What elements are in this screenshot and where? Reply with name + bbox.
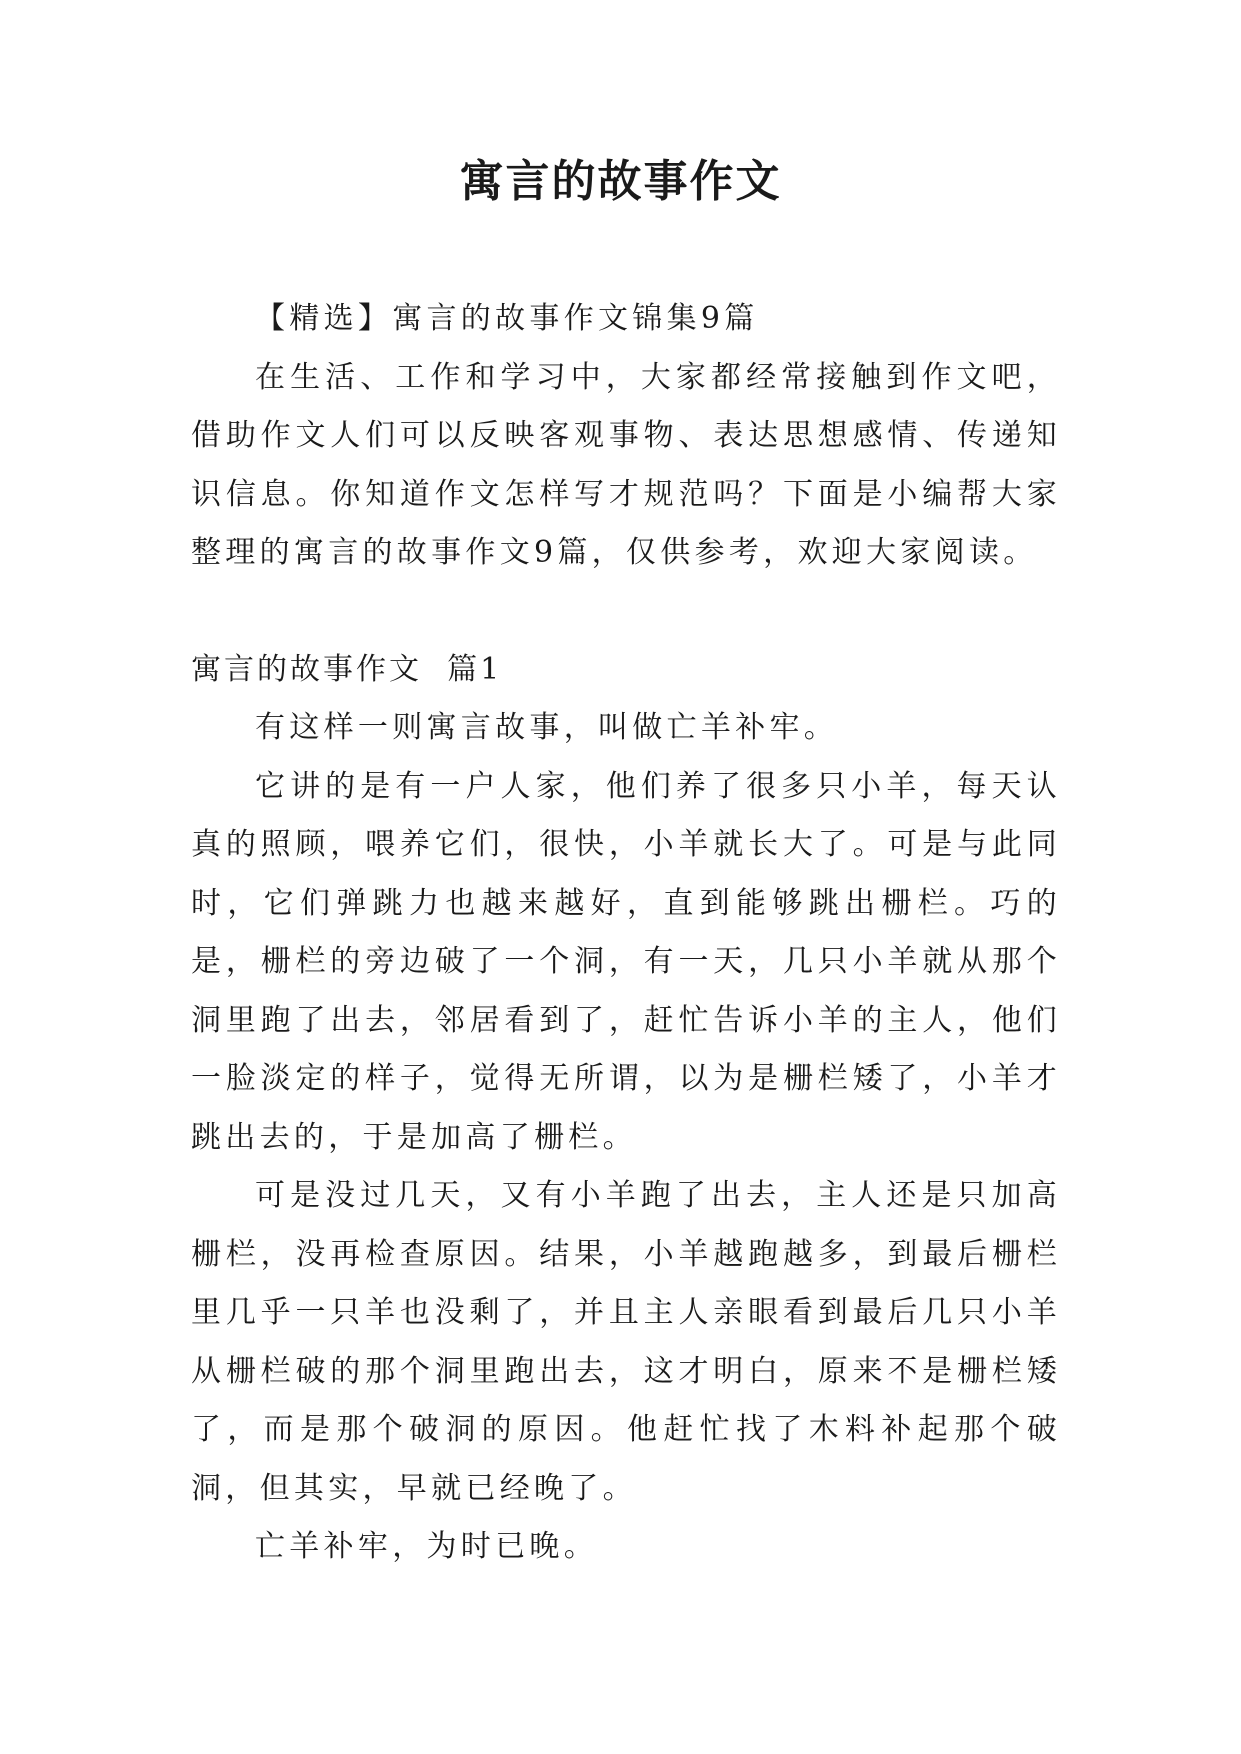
section-1-heading: 寓言的故事作文 篇1 xyxy=(191,651,503,687)
section-1-paragraph-3: 可是没过几天，又有小羊跑了出去，主人还是只加高栅栏，没再检查原因。结果，小羊越跑越多，到最后栅栏里几乎一只羊也没剩了，并且主人亲眼看到最后几只小羊从栅栏破的那个洞里跑出去，这才明白，原来不是栅栏矮了，而是那个破洞的原因。他赶忙找了木料补起那个破洞，但其实，早就已经晚了。 xyxy=(191,1178,1061,1506)
intro-heading: 【精选】寓言的故事作文锦集9篇 xyxy=(255,301,759,336)
document-body xyxy=(191,290,1061,1577)
intro-paragraph: 在生活、工作和学习中，大家都经常接触到作文吧，借助作文人们可以反映客观事物、表达思想感情、传递知识信息。你知道作文怎样写才规范吗？下面是小编帮大家整理的寓言的故事作文9篇，仅供参考，欢迎大家阅读。 xyxy=(191,359,1061,570)
section-1-paragraph-1: 有这样一则寓言故事，叫做亡羊补牢。 xyxy=(255,710,839,745)
section-1-paragraph-4: 亡羊补牢，为时已晚。 xyxy=(255,1529,598,1564)
section-1-paragraph-2: 它讲的是有一户人家，他们养了很多只小羊，每天认真的照顾，喂养它们，很快，小羊就长大了。可是与此同时，它们弹跳力也越来越好，直到能够跳出栅栏。巧的是，栅栏的旁边破了一个洞，有一天，几只小羊就从那个洞里跑了出去，邻居看到了，赶忙告诉小羊的主人，他们一脸淡定的样子，觉得无所谓，以为是栅栏矮了，小羊才跳出去的，于是加高了栅栏。 xyxy=(191,768,1061,1155)
document-title: 寓言的故事作文 xyxy=(459,156,782,207)
